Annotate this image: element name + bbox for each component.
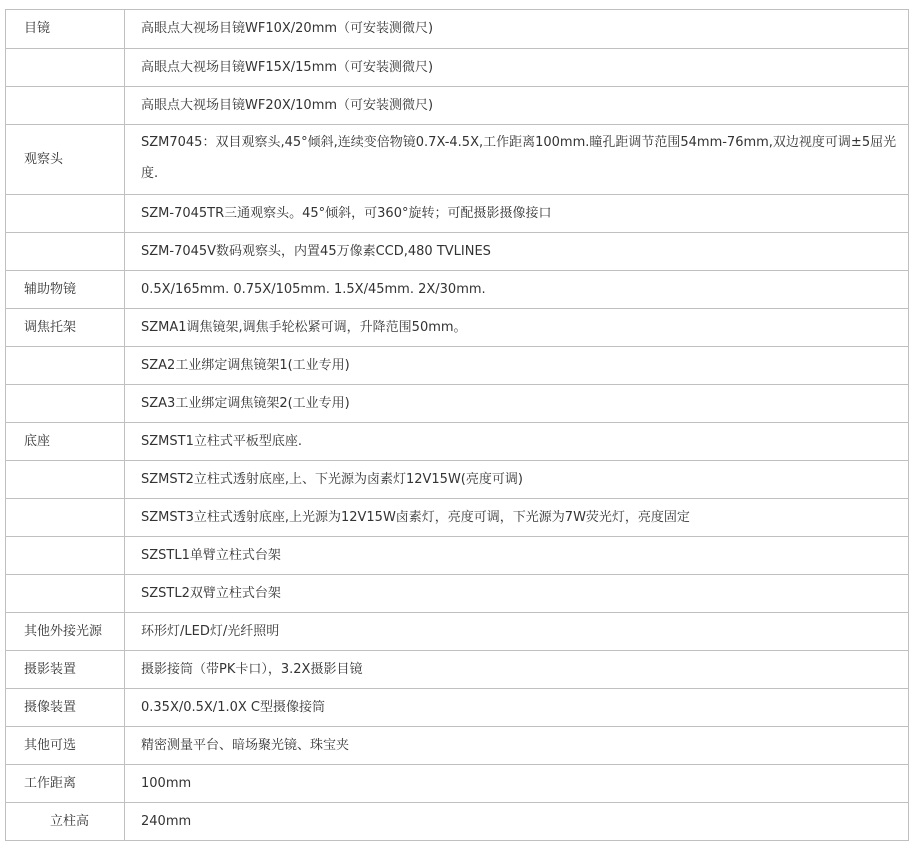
table-row [5,803,909,841]
row-value: SZM-7045TR三通观察头。45°倾斜，可360°旋转；可配摄影摄像接口 [125,195,909,232]
row-label: 摄影装置 [5,651,125,688]
row-value: 高眼点大视场目镜WF15X/15mm（可安装测微尺) [125,49,909,86]
row-label: 辅助物镜 [5,271,125,308]
row-label: 立柱高 [5,803,125,840]
row-label: 底座 [5,423,125,460]
row-value: SZSTL2双臂立柱式台架 [125,575,909,612]
row-label [5,49,125,86]
table-row [5,499,909,537]
row-label: 调焦托架 [5,309,125,346]
row-label [5,537,125,574]
row-label [5,385,125,422]
row-value: 高眼点大视场目镜WF10X/20mm（可安装测微尺) [125,10,909,48]
table-row [5,49,909,87]
row-label: 目镜 [5,10,125,48]
row-label: 工作距离 [5,765,125,802]
table-row [5,9,909,49]
table-row [5,125,909,195]
table-row [5,87,909,125]
row-label [5,233,125,270]
table-row [5,651,909,689]
row-value: 环形灯/LED灯/光纤照明 [125,613,909,650]
table-row [5,233,909,271]
row-value: SZM-7045V数码观察头，内置45万像素CCD,480 TVLINES [125,233,909,270]
row-label: 其他外接光源 [5,613,125,650]
row-value: 0.35X/0.5X/1.0X C型摄像接筒 [125,689,909,726]
row-label [5,87,125,124]
row-value: SZM7045：双目观察头,45°倾斜,连续变倍物镜0.7X-4.5X,工作距离100mm.瞳孔距调节范围54mm-76mm,双边视度可调±5屈光度. [125,125,909,194]
table-row [5,689,909,727]
table-row [5,765,909,803]
row-value: 精密测量平台、暗场聚光镜、珠宝夹 [125,727,909,764]
row-label [5,347,125,384]
table-row [5,309,909,347]
row-label [5,461,125,498]
table-row [5,347,909,385]
table-row [5,727,909,765]
row-value: 摄影接筒（带PK卡口），3.2X摄影目镜 [125,651,909,688]
table-row [5,423,909,461]
row-value: SZA3工业绑定调焦镜架2(工业专用) [125,385,909,422]
spec-table [5,9,909,841]
table-row [5,461,909,499]
row-value: SZA2工业绑定调焦镜架1(工业专用) [125,347,909,384]
row-value: SZSTL1单臂立柱式台架 [125,537,909,574]
table-row [5,195,909,233]
table-row [5,271,909,309]
row-value: 高眼点大视场目镜WF20X/10mm（可安装测微尺) [125,87,909,124]
row-label [5,499,125,536]
table-row [5,385,909,423]
row-label: 摄像装置 [5,689,125,726]
row-label [5,195,125,232]
row-label: 观察头 [5,125,125,194]
table-row [5,613,909,651]
row-value: 0.5X/165mm. 0.75X/105mm. 1.5X/45mm. 2X/30mm. [125,271,909,308]
row-value: 100mm [125,765,909,802]
row-value: SZMST1立柱式平板型底座. [125,423,909,460]
row-value: SZMST3立柱式透射底座,上光源为12V15W卤素灯，亮度可调，下光源为7W荧光灯，亮度固定 [125,499,909,536]
row-label: 其他可选 [5,727,125,764]
table-row [5,575,909,613]
row-value: SZMA1调焦镜架,调焦手轮松紧可调，升降范围50mm。 [125,309,909,346]
table-row [5,537,909,575]
row-label [5,575,125,612]
row-value: SZMST2立柱式透射底座,上、下光源为卤素灯12V15W(亮度可调) [125,461,909,498]
row-value: 240mm [125,803,909,840]
